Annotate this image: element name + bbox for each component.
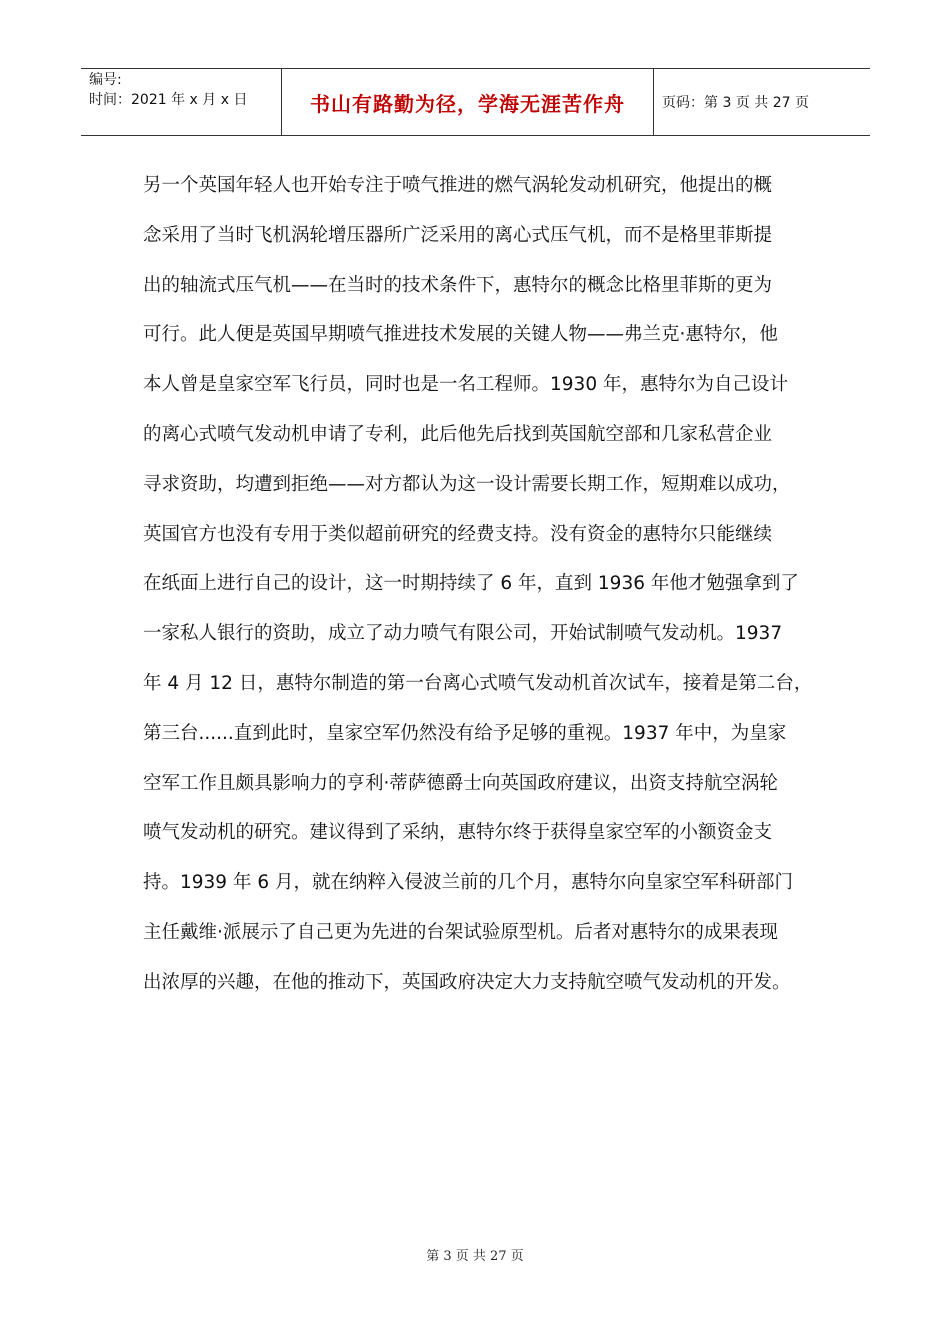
body-line: 年 4 月 12 日，惠特尔制造的第一台离心式喷气发动机首次试车，接着是第二台， bbox=[143, 672, 813, 694]
body-line: 念采用了当时飞机涡轮增压器所广泛采用的离心式压气机，而不是格里菲斯提 bbox=[143, 224, 773, 246]
body-line: 出浓厚的兴趣，在他的推动下，英国政府决定大力支持航空喷气发动机的开发。 bbox=[143, 971, 791, 993]
document-date-label: 时间：2021 年 x 月 x 日 bbox=[89, 92, 248, 108]
page-header bbox=[81, 68, 870, 136]
body-line: 一家私人银行的资助，成立了动力喷气有限公司，开始试制喷气发动机。1937 bbox=[143, 623, 783, 645]
body-line: 寻求资助，均遭到拒绝——对方都认为这一设计需要长期工作，短期难以成功， bbox=[143, 473, 791, 495]
body-line: 可行。此人便是英国早期喷气推进技术发展的关键人物——弗兰克·惠特尔，他 bbox=[143, 324, 778, 346]
motto-text: 书山有路勤为径，学海无涯苦作舟 bbox=[310, 91, 625, 116]
body-line: 空军工作且颇具影响力的亨利·蒂萨德爵士向英国政府建议，出资支持航空涡轮 bbox=[143, 772, 778, 794]
page-footer: 第 3 页 共 27 页 bbox=[426, 1249, 524, 1264]
body-line: 的离心式喷气发动机申请了专利，此后他先后找到英国航空部和几家私营企业 bbox=[143, 423, 773, 445]
header-page-info: 页码：第 3 页 共 27 页 bbox=[662, 95, 809, 111]
body-line: 英国官方也没有专用于类似超前研究的经费支持。没有资金的惠特尔只能继续 bbox=[143, 523, 773, 545]
body-line: 持。1939 年 6 月，就在纳粹入侵波兰前的几个月，惠特尔向皇家空军科研部门 bbox=[143, 872, 793, 894]
document-number-label: 编号: bbox=[89, 72, 122, 88]
body-line: 第三台......直到此时，皇家空军仍然没有给予足够的重视。1937 年中，为皇家 bbox=[143, 722, 787, 744]
body-line: 在纸面上进行自己的设计，这一时期持续了 6 年，直到 1936 年他才勉强拿到了 bbox=[143, 573, 799, 595]
header-page-cell bbox=[654, 69, 870, 135]
body-line: 喷气发动机的研究。建议得到了采纳，惠特尔终于获得皇家空军的小额资金支 bbox=[143, 822, 773, 844]
header-meta-cell bbox=[81, 69, 281, 135]
body-line: 主任戴维·派展示了自己更为先进的台架试验原型机。后者对惠特尔的成果表现 bbox=[143, 921, 778, 943]
body-line: 另一个英国年轻人也开始专注于喷气推进的燃气涡轮发动机研究，他提出的概 bbox=[143, 175, 773, 196]
body-text bbox=[143, 161, 823, 1008]
header-motto-cell bbox=[281, 69, 654, 135]
body-line: 本人曾是皇家空军飞行员，同时也是一名工程师。1930 年，惠特尔为自己设计 bbox=[143, 374, 788, 396]
body-line: 出的轴流式压气机——在当时的技术条件下，惠特尔的概念比格里菲斯的更为 bbox=[143, 274, 773, 296]
